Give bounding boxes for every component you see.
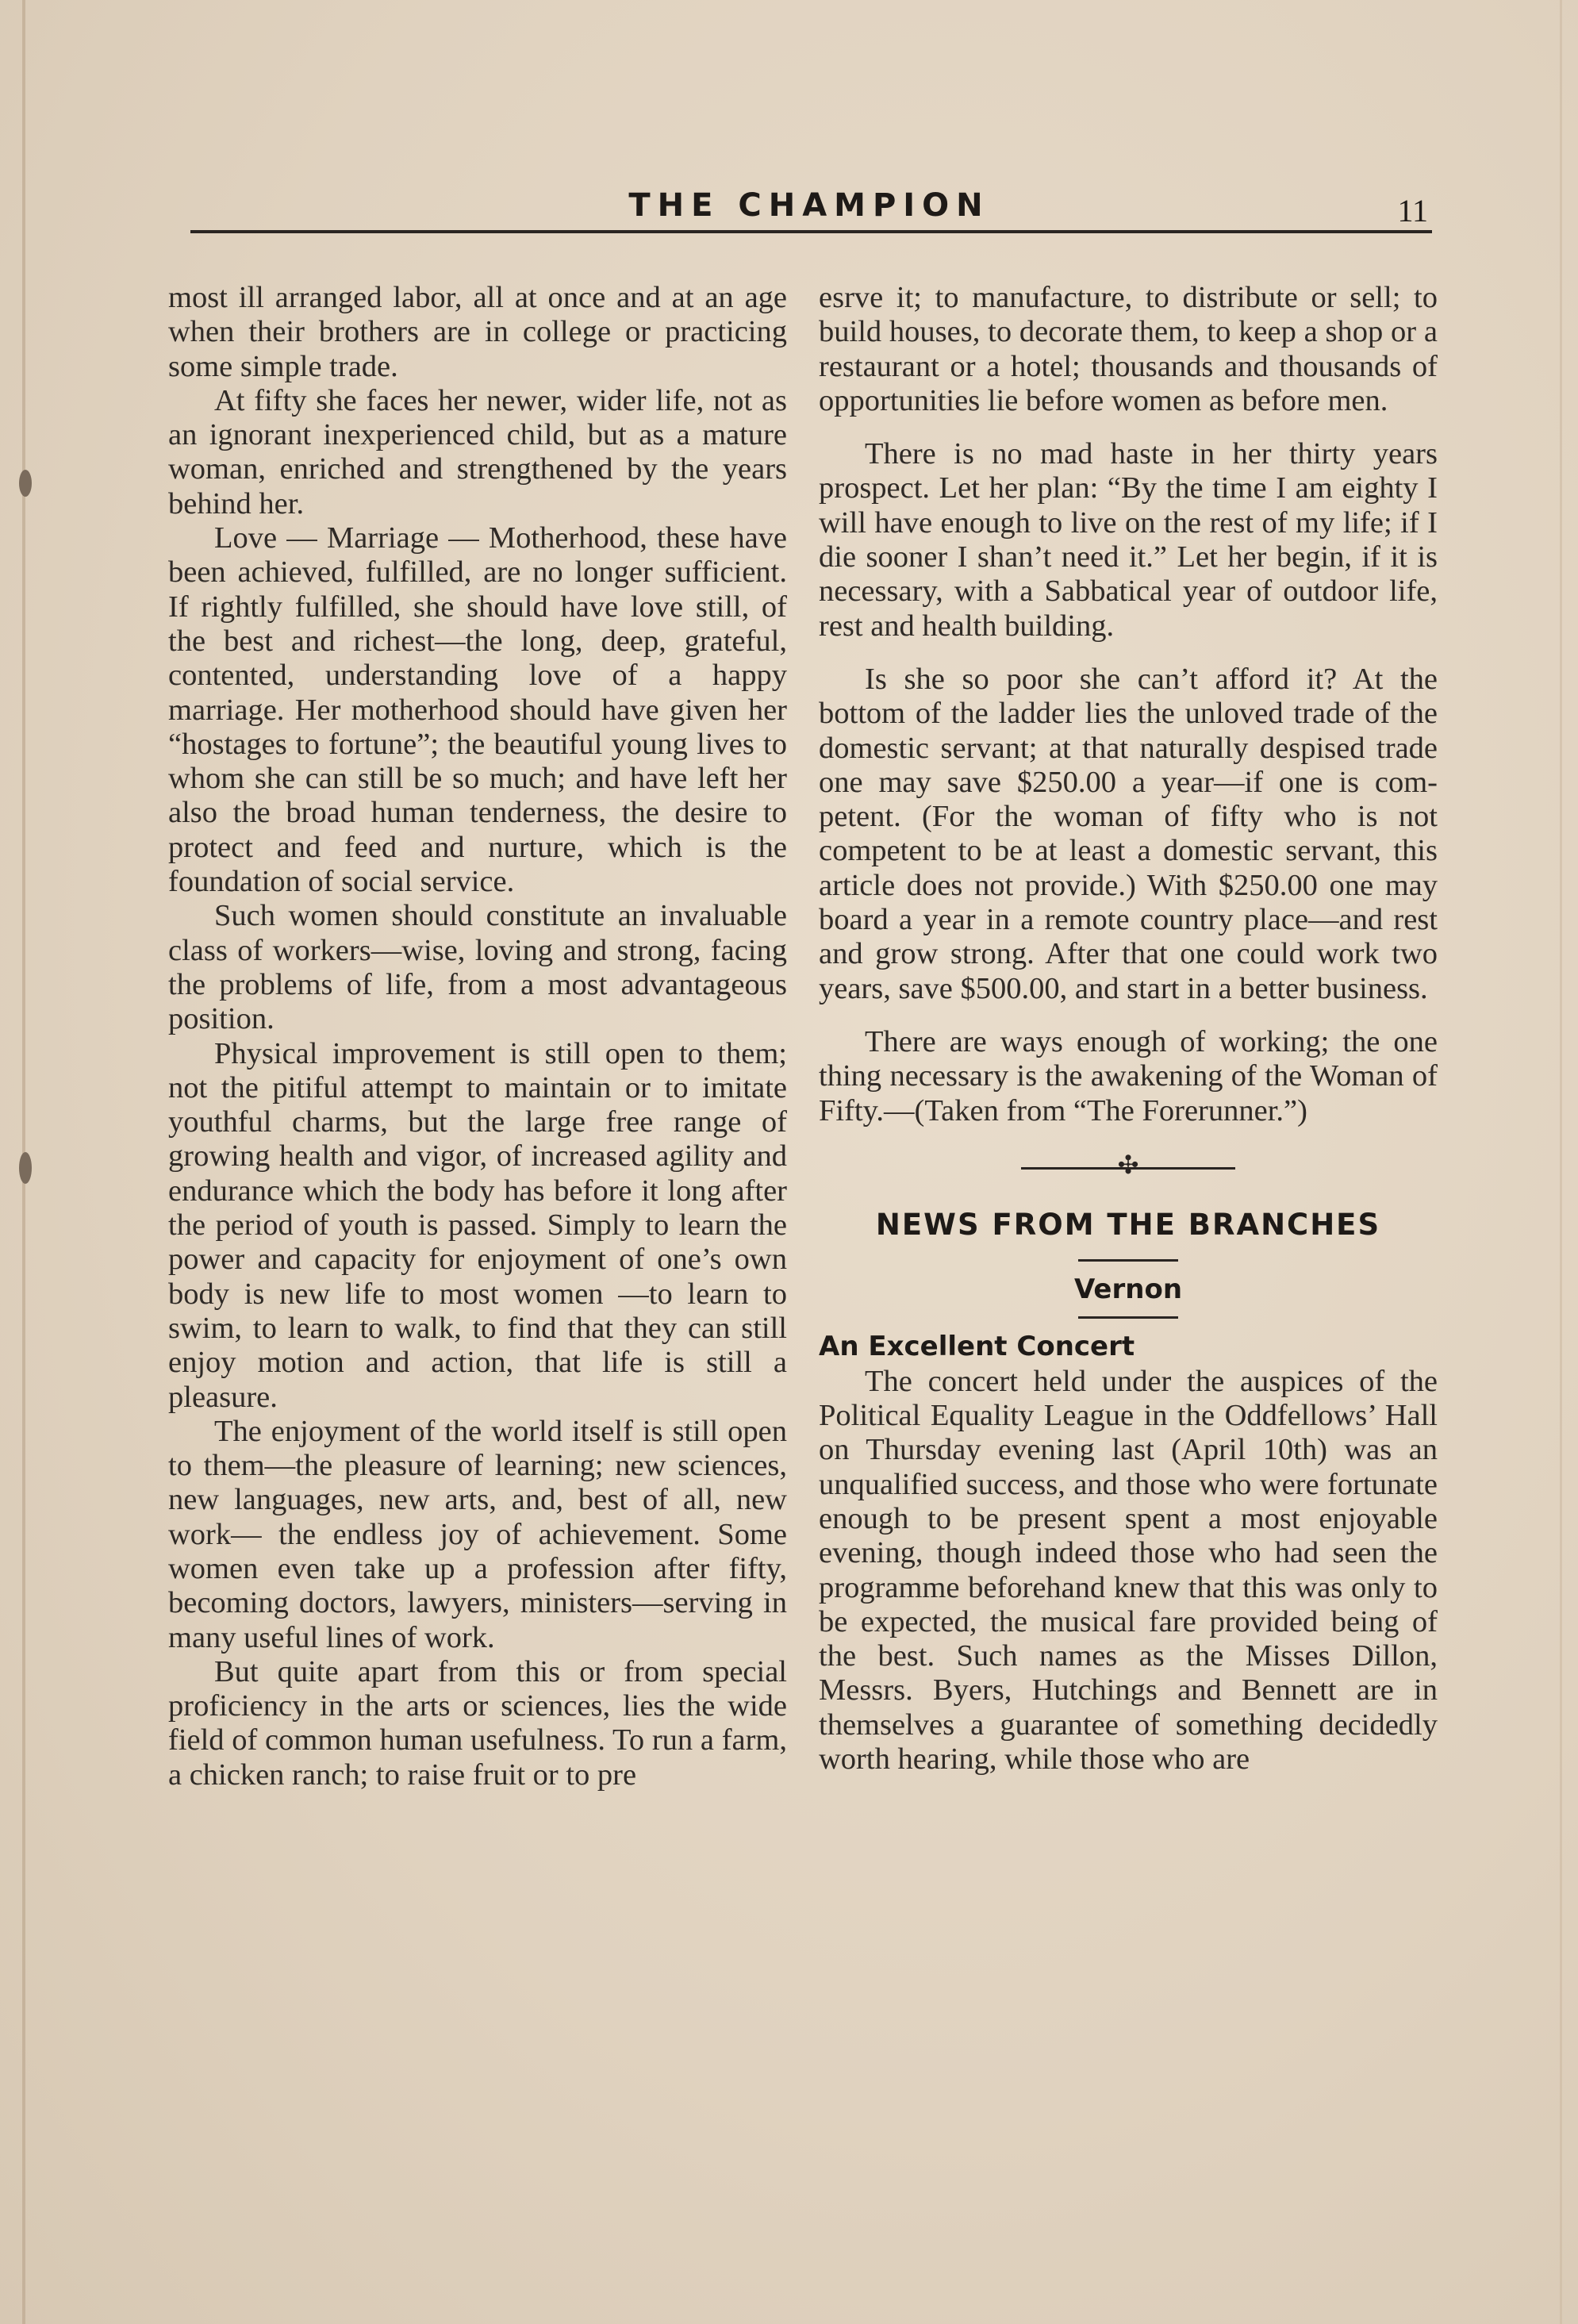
page-number: 11 xyxy=(1397,193,1428,229)
section-heading: NEWS FROM THE BRANCHES xyxy=(875,1207,1381,1242)
branch-heading: Vernon xyxy=(1073,1273,1183,1306)
binding-hole-top xyxy=(19,470,32,497)
paragraph: Such women should constitute an invaluable class of workers—wise, loving and strong, facing the problems of life, from a most advantageous position. xyxy=(168,899,787,1036)
section-divider-ornament xyxy=(1021,1150,1235,1179)
page-header xyxy=(190,181,1428,229)
paragraph: At fifty she faces her newer, wider life, not as an ignorant inexperienced child, but as a mature woman, enriched and strengthened by the years behind her. xyxy=(168,383,787,520)
paragraph: Love — Marriage — Motherhood, these have been achieved, fulfilled, are no longer sufficient. If rightly fulfilled, she should have love still, of the best and richest—the long, deep, grateful, contented, understanding love of a happy marriage. Her motherhood should have given her “hostages to fortune”; the beautiful young lives to whom she can still be so much; and have left her also the broad human tenderness, the desire to protect and feed and nurture, which is the foundation of social service. xyxy=(168,521,787,899)
paragraph: Physical improvement is still open to them; not the pitiful attempt to maintain or to imitate youthful charms, but the large free range of growing health and vigor, of increased agility and endurance which the body has before it long after the period of youth is passed. Simply to learn the power and capacity for enjoyment of one’s own body is new life to most women —to learn to swim, to learn to walk, to find that they can still enjoy motion and action, that life is still a pleasure. xyxy=(168,1036,787,1414)
left-column xyxy=(168,281,787,1792)
paragraph: There is no mad haste in her thirty years prospect. Let her plan: “By the time I am eighty I will have enough to live on the rest of my life; if I die sooner I shan’t need it.” Let her begin, if it is necessary, with a Sabbatical year of outdoor life, rest and health building. xyxy=(819,437,1438,643)
header-rule xyxy=(190,230,1432,233)
short-rule xyxy=(1078,1259,1178,1262)
masthead-title: THE CHAMPION xyxy=(628,187,990,224)
article-heading: An Excellent Concert xyxy=(819,1331,1135,1363)
binding-hole-bottom xyxy=(19,1152,32,1184)
page-right-edge xyxy=(1560,0,1562,2324)
article-paragraph: The concert held under the auspices of the Political Equality League in the Oddfellows’ Hall on Thursday evening last (April 10th) was an unqualified success, and those who were fortunate enough to be present spent a most enjoyable evening, though indeed those who had seen the programme beforehand knew that this was only to be expected, the musical fare provided being of the best. Such names as the Misses Dillon, Messrs. Byers, Hutchings and Bennett are in themselves a guarantee of something decidedly worth hearing, while those who are xyxy=(819,1364,1438,1776)
fleuron-icon: ✣ xyxy=(1117,1150,1139,1179)
paragraph: There are ways enough of working; the one thing necessary is the awakening of the Woman of Fifty.—(Taken from “The Forerunner.”) xyxy=(819,1024,1438,1127)
paragraph: Is she so poor she can’t afford it? At the bottom of the ladder lies the unloved trade of the domestic servant; at that naturally despised trade one may save $250.00 a year—if one is competent. (For the woman of fifty who is not competent to be at least a domestic servant, this article does not provide.) With $250.00 one may board a year in a remote country place—and rest and grow strong. After that one could work two years, save $500.00, and start in a better business. xyxy=(819,662,1438,1005)
right-column xyxy=(819,281,1438,1777)
short-rule xyxy=(1078,1316,1178,1319)
paragraph: most ill arranged labor, all at once and at an age when their brothers are in college or practicing some simple trade. xyxy=(168,281,787,383)
paragraph: esrve it; to manufacture, to distribute or sell; to build houses, to decorate them, to keep a shop or a restaurant or a hotel; thousands and thousands of opportunities lie before women as before men. xyxy=(819,281,1438,417)
paragraph: The enjoyment of the world itself is still open to them—the pleasure of learning; new sciences, new languages, new arts, and, best of all, new work— the endless joy of achievement. Some women even take up a profession after fifty, becoming doctors, lawyers, ministers—serving in many useful lines of work. xyxy=(168,1414,787,1654)
paragraph: But quite apart from this or from special proficiency in the arts or sciences, lies the wide field of common human usefulness. To run a farm, a chicken ranch; to raise fruit or to pre xyxy=(168,1654,787,1792)
